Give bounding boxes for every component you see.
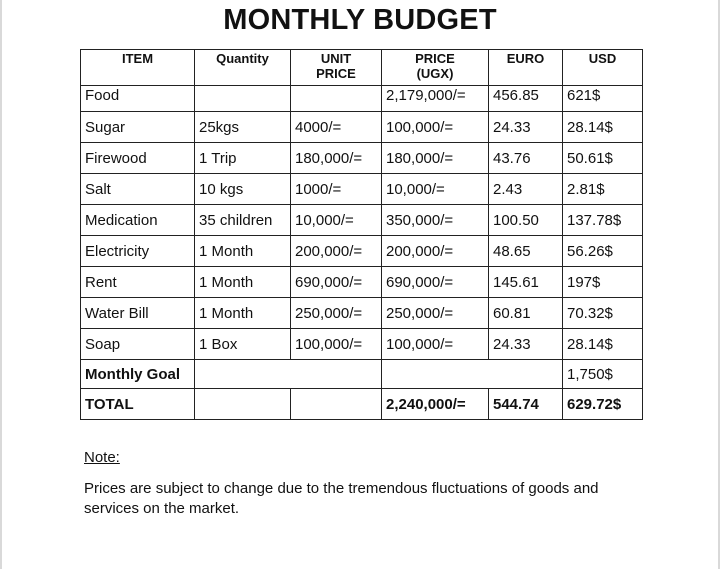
- cell-usd: 28.14$: [563, 329, 643, 360]
- cell-price: 690,000/=: [382, 267, 489, 298]
- table-header-row: [81, 50, 643, 86]
- page-left-edge: [0, 0, 2, 569]
- cell-usd: 621$: [563, 86, 643, 112]
- cell-unit-price: 1000/=: [291, 174, 382, 205]
- header-euro: EURO: [489, 50, 563, 86]
- cell-unit-price: 690,000/=: [291, 267, 382, 298]
- cell-euro: 2.43: [489, 174, 563, 205]
- monthly-goal-label: Monthly Goal: [81, 360, 195, 389]
- cell-quantity: 1 Box: [195, 329, 291, 360]
- cell-price: 100,000/=: [382, 329, 489, 360]
- total-row: [81, 389, 643, 420]
- table-row: [81, 298, 643, 329]
- cell-usd: 197$: [563, 267, 643, 298]
- cell-quantity: 1 Month: [195, 236, 291, 267]
- note-label: Note:: [84, 449, 120, 466]
- cell-usd: 137.78$: [563, 205, 643, 236]
- cell-quantity: 1 Month: [195, 267, 291, 298]
- table-row: [81, 329, 643, 360]
- cell-euro: 456.85: [489, 86, 563, 112]
- total-empty-cell: [291, 389, 382, 420]
- cell-quantity: 35 children: [195, 205, 291, 236]
- cell-unit-price: 250,000/=: [291, 298, 382, 329]
- cell-unit-price: 180,000/=: [291, 143, 382, 174]
- monthly-goal-row: [81, 360, 643, 389]
- cell-item: Rent: [81, 267, 195, 298]
- cell-quantity: 10 kgs: [195, 174, 291, 205]
- cell-unit-price: 4000/=: [291, 112, 382, 143]
- header-usd: USD: [563, 50, 643, 86]
- table-row: [81, 143, 643, 174]
- cell-item: Sugar: [81, 112, 195, 143]
- table-row: [81, 86, 643, 112]
- table-row: [81, 267, 643, 298]
- header-quantity: Quantity: [195, 50, 291, 86]
- monthly-goal-empty-cell: [195, 360, 382, 389]
- header-unit-price: UNIT PRICE: [291, 50, 382, 86]
- cell-usd: 50.61$: [563, 143, 643, 174]
- cell-euro: 48.65: [489, 236, 563, 267]
- total-euro: 544.74: [489, 389, 563, 420]
- cell-unit-price: 200,000/=: [291, 236, 382, 267]
- cell-price: 350,000/=: [382, 205, 489, 236]
- cell-unit-price: [291, 86, 382, 112]
- cell-quantity: 1 Trip: [195, 143, 291, 174]
- table-row: [81, 174, 643, 205]
- cell-price: 2,179,000/=: [382, 86, 489, 112]
- header-item: ITEM: [81, 50, 195, 86]
- cell-usd: 2.81$: [563, 174, 643, 205]
- monthly-goal-usd: 1,750$: [563, 360, 643, 389]
- total-price: 2,240,000/=: [382, 389, 489, 420]
- total-label: TOTAL: [81, 389, 195, 420]
- cell-item: Firewood: [81, 143, 195, 174]
- cell-item: Electricity: [81, 236, 195, 267]
- cell-euro: 100.50: [489, 205, 563, 236]
- cell-usd: 70.32$: [563, 298, 643, 329]
- cell-euro: 24.33: [489, 112, 563, 143]
- cell-usd: 56.26$: [563, 236, 643, 267]
- note-text: Prices are subject to change due to the tremendous fluctuations of goods and services on the market.: [84, 480, 599, 517]
- cell-euro: 145.61: [489, 267, 563, 298]
- cell-item: Food: [81, 86, 195, 112]
- monthly-goal-empty-cell: [382, 360, 563, 389]
- cell-euro: 60.81: [489, 298, 563, 329]
- cell-item: Water Bill: [81, 298, 195, 329]
- cell-quantity: [195, 86, 291, 112]
- total-usd: 629.72$: [563, 389, 643, 420]
- budget-table: [80, 49, 643, 420]
- table-row: [81, 236, 643, 267]
- cell-item: Soap: [81, 329, 195, 360]
- cell-quantity: 1 Month: [195, 298, 291, 329]
- cell-price: 180,000/=: [382, 143, 489, 174]
- cell-price: 100,000/=: [382, 112, 489, 143]
- cell-unit-price: 100,000/=: [291, 329, 382, 360]
- cell-price: 10,000/=: [382, 174, 489, 205]
- cell-usd: 28.14$: [563, 112, 643, 143]
- header-price-ugx: PRICE (UGX): [382, 50, 489, 86]
- cell-price: 250,000/=: [382, 298, 489, 329]
- cell-item: Salt: [81, 174, 195, 205]
- cell-euro: 43.76: [489, 143, 563, 174]
- cell-quantity: 25kgs: [195, 112, 291, 143]
- page-title: MONTHLY BUDGET: [223, 4, 497, 36]
- cell-euro: 24.33: [489, 329, 563, 360]
- cell-unit-price: 10,000/=: [291, 205, 382, 236]
- total-empty-cell: [195, 389, 291, 420]
- cell-price: 200,000/=: [382, 236, 489, 267]
- cell-item: Medication: [81, 205, 195, 236]
- table-row: [81, 112, 643, 143]
- table-row: [81, 205, 643, 236]
